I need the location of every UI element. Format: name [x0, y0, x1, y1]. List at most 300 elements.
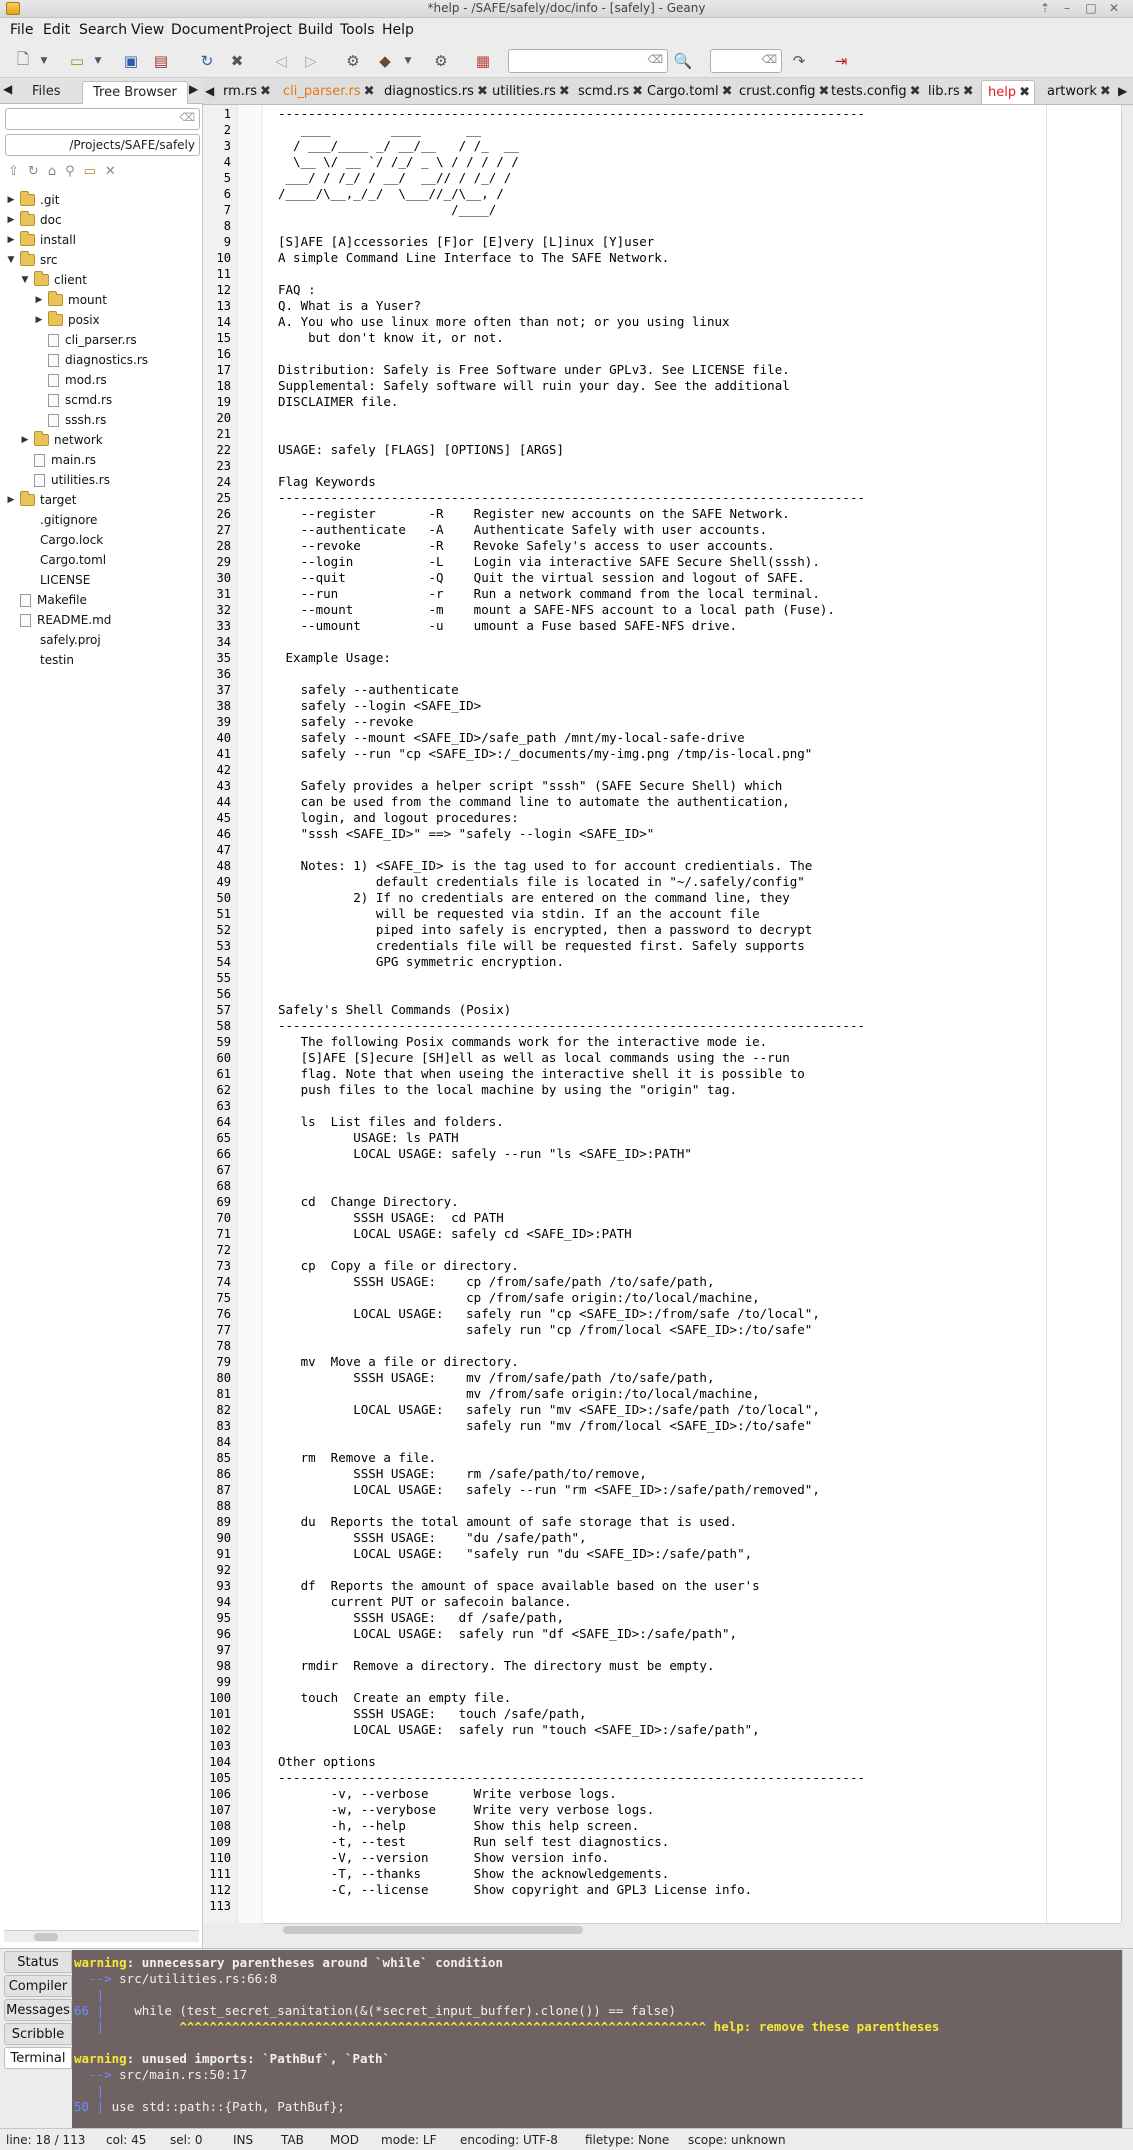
line-number: 35: [216, 651, 231, 665]
close-tab-icon[interactable]: ✖: [909, 84, 921, 99]
editor-tab[interactable]: [825, 80, 925, 105]
line-number: 57: [216, 1003, 231, 1017]
minimize-icon[interactable]: –: [1064, 1, 1070, 15]
tree-item[interactable]: [6, 210, 62, 230]
line-number: 29: [216, 555, 231, 569]
code-line[interactable]: safely run "cp /from/local <SAFE_ID>:/to/safe": [278, 1322, 813, 1337]
menu-tools[interactable]: Tools: [340, 22, 375, 38]
code-line[interactable]: FAQ :: [278, 282, 316, 297]
line-number: 3: [223, 139, 231, 153]
expand-arrow-icon[interactable]: ▶: [21, 435, 29, 445]
line-number: 89: [216, 1515, 231, 1529]
code-line[interactable]: A. You who use linux more often than not; or you using linux: [278, 314, 730, 329]
tree-item-label: src: [40, 253, 58, 267]
save-all-icon[interactable]: ▤: [153, 52, 169, 70]
tree-path-input[interactable]: [5, 134, 200, 156]
code-line[interactable]: [S]AFE [A]ccessories [F]or [E]very [L]inux [Y]user: [278, 234, 655, 249]
close-window-icon[interactable]: ✕: [1108, 1, 1120, 15]
code-area[interactable]: [263, 105, 1121, 1923]
line-number: 42: [216, 763, 231, 777]
code-line[interactable]: --revoke -R Revoke Safely's access to user accounts.: [278, 538, 775, 553]
line-number: 66: [74, 2003, 90, 2018]
tree-item[interactable]: [6, 490, 77, 510]
line-number: 88: [216, 1499, 231, 1513]
quit-icon[interactable]: ⇥: [834, 52, 848, 70]
tree-item[interactable]: [34, 370, 107, 390]
editor-tab-label: cli_parser.rs: [283, 84, 361, 99]
code-line[interactable]: Flag Keywords: [278, 474, 376, 489]
menu-document[interactable]: Document: [171, 22, 244, 38]
code-line[interactable]: -v, --verbose Write verbose logs.: [278, 1786, 617, 1801]
line-number: 81: [216, 1387, 231, 1401]
code-line[interactable]: --authenticate -A Authenticate Safely with user accounts.: [278, 522, 768, 537]
code-line[interactable]: but don't know it, or not.: [278, 330, 504, 345]
code-line[interactable]: SSSH USAGE: df /safe/path,: [278, 1610, 564, 1625]
run-icon[interactable]: ⚙: [434, 52, 448, 70]
close-tab-icon[interactable]: ✖: [1099, 84, 1111, 99]
tree-item[interactable]: [34, 310, 100, 330]
tree-item[interactable]: [40, 570, 90, 590]
line-number: 107: [209, 1803, 231, 1817]
code-line[interactable]: safely --revoke: [278, 714, 414, 729]
tree-item[interactable]: [34, 330, 137, 350]
line-number: 36: [216, 667, 231, 681]
code-line[interactable]: -t, --test Run self test diagnostics.: [278, 1834, 670, 1849]
code-line[interactable]: safely run "mv /from/local <SAFE_ID>:/to/safe": [278, 1418, 813, 1433]
code-line[interactable]: ------------------------------------------------------------------------------: [278, 1018, 865, 1033]
code-line[interactable]: Notes: 1) <SAFE_ID> is the tag used to for account credientials. The: [278, 858, 813, 873]
code-line[interactable]: LOCAL USAGE: safely run "touch <SAFE_ID>:/safe/path",: [278, 1722, 760, 1737]
close-tab-icon[interactable]: ✖: [1019, 85, 1031, 100]
tree-item-label: install: [40, 233, 76, 247]
line-number: 18: [216, 379, 231, 393]
up-icon[interactable]: ⇡: [1039, 1, 1051, 15]
code-line[interactable]: default credentials file is located in "~/.safely/config": [278, 874, 805, 889]
warning-message: : unused imports: `PathBuf`, `Path`: [126, 2051, 391, 2066]
line-number: 50: [216, 891, 231, 905]
editor-vscroll[interactable]: [1121, 105, 1133, 1923]
line-number: 17: [216, 363, 231, 377]
code-line[interactable]: /____/: [278, 202, 497, 217]
save-icon[interactable]: ▣: [123, 52, 139, 70]
menu-build[interactable]: Build: [298, 22, 334, 38]
tab-tree-browser[interactable]: Tree Browser: [82, 81, 188, 104]
code-line[interactable]: LOCAL USAGE: safely --run "rm <SAFE_ID>:/safe/path/removed",: [278, 1482, 820, 1497]
code-line[interactable]: Supplemental: Safely software will ruin your day. See the additional: [278, 378, 790, 393]
open-file-icon[interactable]: ▭: [69, 52, 85, 70]
line-number: 67: [216, 1163, 231, 1177]
sidebar-scroll-left-icon[interactable]: ◀: [3, 82, 13, 96]
line-number: 72: [216, 1243, 231, 1257]
line-number: 68: [216, 1179, 231, 1193]
maximize-icon[interactable]: □: [1085, 1, 1097, 15]
close-tab-icon[interactable]: ✖: [962, 84, 974, 99]
code-line[interactable]: df Reports the amount of space available based on the user's: [278, 1578, 760, 1593]
code-line[interactable]: ------------------------------------------------------------------------------: [278, 106, 865, 121]
menu-file[interactable]: File: [10, 22, 34, 38]
menu-search[interactable]: Search: [79, 22, 128, 38]
code-line[interactable]: can be used from the command line to automate the authentication,: [278, 794, 790, 809]
line-number: 101: [209, 1707, 231, 1721]
code-line[interactable]: USAGE: safely [FLAGS] [OPTIONS] [ARGS]: [278, 442, 564, 457]
code-line[interactable]: login, and logout procedures:: [278, 810, 519, 825]
new-file-icon[interactable]: 🗋: [16, 49, 30, 68]
tree-item-label: .gitignore: [40, 513, 98, 527]
search-icon[interactable]: 🔍: [673, 52, 693, 70]
menu-bar: [0, 18, 1133, 42]
code-line[interactable]: mv /from/safe origin:/to/local/machine,: [278, 1386, 760, 1401]
status-mode: mode: LF: [381, 2133, 437, 2147]
expand-arrow-icon[interactable]: ▶: [7, 495, 15, 505]
message-window: [0, 1948, 1133, 2128]
line-number: 59: [216, 1035, 231, 1049]
expand-arrow-icon[interactable]: ▶: [7, 235, 15, 245]
menu-help[interactable]: Help: [382, 22, 414, 38]
line-number: 8: [223, 219, 231, 233]
code-line[interactable]: -w, --verybose Write very verbose logs.: [278, 1802, 655, 1817]
menu-edit[interactable]: Edit: [43, 22, 71, 38]
forward-icon[interactable]: ▷: [305, 52, 317, 70]
code-line[interactable]: Distribution: Safely is Free Software under GPLv3. See LICENSE file.: [278, 362, 790, 377]
line-number: 90: [216, 1531, 231, 1545]
editor-tab[interactable]: [486, 80, 574, 105]
tree-item[interactable]: [40, 530, 103, 550]
tab-terminal[interactable]: Terminal: [4, 2047, 72, 2069]
line-number: 38: [216, 699, 231, 713]
code-line[interactable]: ------------------------------------------------------------------------------: [278, 1770, 865, 1785]
code-line[interactable]: cp /from/safe origin:/to/local/machine,: [278, 1290, 760, 1305]
clear-filter-icon[interactable]: ⌫: [179, 111, 195, 124]
terminal-output[interactable]: [72, 1950, 1122, 2128]
line-number: 99: [216, 1675, 231, 1689]
close-tab-icon[interactable]: ✖: [260, 84, 271, 99]
tree-item[interactable]: [40, 630, 101, 650]
line-number: 63: [216, 1099, 231, 1113]
code-line[interactable]: /____/\__,_/_/ \___//_/\__, /: [278, 186, 504, 201]
tree-open-folder-icon[interactable]: ▭: [83, 164, 105, 179]
tab-scribble[interactable]: Scribble: [4, 2023, 72, 2045]
file-icon: [48, 374, 59, 387]
tree-item[interactable]: [34, 410, 106, 430]
code-line[interactable]: cp Copy a file or directory.: [278, 1258, 519, 1273]
location-arrow: -->: [74, 1971, 120, 1986]
line-number: 49: [216, 875, 231, 889]
line-number: 1: [223, 107, 231, 121]
line-number: 11: [216, 267, 231, 281]
editor-tab[interactable]: [378, 80, 492, 105]
code-line[interactable]: rmdir Remove a directory. The directory must be empty.: [278, 1658, 715, 1673]
code-line[interactable]: 2) If no credentials are entered on the command line, they: [278, 890, 790, 905]
new-dropdown-icon[interactable]: ▼: [40, 56, 48, 66]
terminal-line: 66 | while (test_secret_sanitation(&(*secret_input_buffer).clone()) == false): [74, 2003, 677, 2018]
tree-item[interactable]: [6, 190, 59, 210]
close-tab-icon[interactable]: ✖: [476, 84, 488, 99]
tree-filter-input[interactable]: [5, 108, 200, 130]
clear-goto-icon[interactable]: ⌫: [761, 53, 777, 66]
code-line[interactable]: LOCAL USAGE: safely --run "ls <SAFE_ID>:PATH": [278, 1146, 692, 1161]
tree-home-icon[interactable]: ⌂: [47, 164, 66, 179]
code-line[interactable]: --login -L Login via interactive SAFE Secure Shell(sssh).: [278, 554, 820, 569]
line-number: 10: [216, 251, 231, 265]
tree-item[interactable]: [6, 590, 87, 610]
code-line[interactable]: du Reports the total amount of safe storage that is used.: [278, 1514, 738, 1529]
tree-item[interactable]: [40, 650, 74, 670]
code-line[interactable]: Example Usage:: [278, 650, 391, 665]
tree-item-label: posix: [68, 313, 100, 327]
expand-arrow-icon[interactable]: ▶: [7, 195, 15, 205]
location-arrow: -->: [74, 2067, 120, 2082]
editor-tab[interactable]: [1041, 80, 1115, 105]
search-input[interactable]: [508, 49, 668, 73]
code-line[interactable]: rm Remove a file.: [278, 1450, 437, 1465]
tree-item[interactable]: [34, 350, 148, 370]
code-line[interactable]: \__ \/ __ `/ /_/ _ \ / / / / /: [278, 154, 519, 169]
editor-hscroll-thumb[interactable]: [283, 1926, 583, 1934]
tab-files[interactable]: Files: [32, 84, 61, 99]
code-line[interactable]: LOCAL USAGE: "safely run "du <SAFE_ID>:/safe/path",: [278, 1546, 753, 1561]
tree-track-icon[interactable]: ⚲: [65, 164, 84, 179]
line-number: 66: [216, 1147, 231, 1161]
file-icon: [20, 614, 31, 627]
line-number: 33: [216, 619, 231, 633]
open-dropdown-icon[interactable]: ▼: [94, 56, 102, 66]
tree-clear-icon[interactable]: ✕: [104, 164, 125, 179]
editor-tab[interactable]: [217, 80, 275, 105]
code-line[interactable]: ls List files and folders.: [278, 1114, 504, 1129]
code-line[interactable]: USAGE: ls PATH: [278, 1130, 459, 1145]
code-line[interactable]: SSSH USAGE: cd PATH: [278, 1210, 504, 1225]
code-line[interactable]: ------------------------------------------------------------------------------: [278, 490, 865, 505]
editor-tab[interactable]: [981, 80, 1035, 105]
editor-hscroll[interactable]: [263, 1923, 1121, 1935]
code-line[interactable]: --register -R Register new accounts on the SAFE Network.: [278, 506, 790, 521]
tab-status[interactable]: Status: [4, 1951, 72, 1973]
code-line[interactable]: will be requested via stdin. If an the account file: [278, 906, 760, 921]
line-number: 91: [216, 1547, 231, 1561]
code-line[interactable]: SSSH USAGE: cp /from/safe/path /to/safe/path,: [278, 1274, 715, 1289]
code-line[interactable]: "sssh <SAFE_ID>" ==> "safely --login <SAFE_ID>": [278, 826, 655, 841]
build-icon[interactable]: ◆: [379, 52, 391, 70]
collapse-arrow-icon[interactable]: ▼: [21, 275, 29, 285]
line-number: 19: [216, 395, 231, 409]
line-number: 28: [216, 539, 231, 553]
status-scope: scope: unknown: [688, 2133, 786, 2147]
status-sel: sel: 0: [170, 2133, 203, 2147]
compile-icon[interactable]: ⚙: [346, 52, 360, 70]
terminal-vscroll[interactable]: [1122, 1950, 1133, 2128]
code-line[interactable]: SSSH USAGE: mv /from/safe/path /to/safe/path,: [278, 1370, 715, 1385]
tree-item-label: safely.proj: [40, 633, 101, 647]
file-icon: [34, 474, 45, 487]
code-line[interactable]: / ___/____ _/ __/__ / /_ __: [278, 138, 519, 153]
goto-line-icon[interactable]: ↷: [792, 52, 806, 70]
expand-arrow-icon[interactable]: ▶: [7, 215, 15, 225]
code-line[interactable]: push files to the local machine by using the "origin" tag.: [278, 1082, 738, 1097]
line-number: 56: [216, 987, 231, 1001]
line-number: 111: [209, 1867, 231, 1881]
terminal-line: [74, 2067, 247, 2083]
line-number: 27: [216, 523, 231, 537]
editor-tab[interactable]: [277, 80, 379, 105]
tree-item-label: sssh.rs: [65, 413, 107, 427]
code-line[interactable]: SSSH USAGE: touch /safe/path,: [278, 1706, 587, 1721]
sidebar-tabs: [0, 78, 203, 104]
code-line[interactable]: safely --login <SAFE_ID>: [278, 698, 482, 713]
code-line[interactable]: -h, --help Show this help screen.: [278, 1818, 640, 1833]
line-number: 39: [216, 715, 231, 729]
code-line[interactable]: safely --authenticate: [278, 682, 459, 697]
code-line[interactable]: current PUT or safecoin balance.: [278, 1594, 572, 1609]
code-line[interactable]: safely --run "cp <SAFE_ID>:/_documents/my-img.png /tmp/is-local.png": [278, 746, 813, 761]
line-number: 82: [216, 1403, 231, 1417]
code-line[interactable]: Other options: [278, 1754, 376, 1769]
code-line[interactable]: A simple Command Line Interface to The SAFE Network.: [278, 250, 670, 265]
back-icon[interactable]: ◁: [275, 52, 287, 70]
code-line[interactable]: --mount -m mount a SAFE-NFS account to a local path (Fuse).: [278, 602, 835, 617]
code-line[interactable]: --umount -u umount a Fuse based SAFE-NFS drive.: [278, 618, 738, 633]
code-line[interactable]: -V, --version Show version info.: [278, 1850, 610, 1865]
build-dropdown-icon[interactable]: ▼: [404, 56, 412, 66]
editor-tab[interactable]: [572, 80, 647, 105]
tree-item[interactable]: [40, 550, 106, 570]
tree-item-label: README.md: [37, 613, 112, 627]
tree-item[interactable]: [20, 470, 110, 490]
line-number: 6: [223, 187, 231, 201]
expand-arrow-icon[interactable]: ▶: [35, 295, 43, 305]
tree-item[interactable]: [34, 290, 107, 310]
close-tab-icon[interactable]: ✖: [721, 84, 733, 99]
sidebar-scroll-right-icon[interactable]: ▶: [189, 82, 199, 96]
tree-item[interactable]: [34, 390, 112, 410]
status-encoding: encoding: UTF-8: [460, 2133, 558, 2147]
close-tab-icon[interactable]: ✖: [558, 84, 570, 99]
sidebar-hscroll-thumb[interactable]: [34, 1933, 58, 1941]
code-line[interactable]: piped into safely is encrypted, then a password to decrypt: [278, 922, 813, 937]
line-number: 83: [216, 1419, 231, 1433]
editor-tab-label: lib.rs: [928, 84, 960, 99]
code-line[interactable]: safely --mount <SAFE_ID>/safe_path /mnt/my-local-safe-drive: [278, 730, 745, 745]
file-icon: [20, 594, 31, 607]
code-line[interactable]: -C, --license Show copyright and GPL3 License info.: [278, 1882, 753, 1897]
folder-icon: [34, 274, 49, 286]
tree-refresh-icon[interactable]: ↻: [27, 164, 48, 179]
menu-view[interactable]: View: [131, 22, 165, 38]
tabs-scroll-left-icon[interactable]: ◀: [205, 84, 215, 98]
line-number: 40: [216, 731, 231, 745]
title-bar: [0, 0, 1133, 18]
expand-arrow-icon[interactable]: ▶: [35, 315, 43, 325]
editor-tab-bar: [203, 78, 1133, 105]
tree-item[interactable]: [20, 270, 87, 290]
code-line[interactable]: cd Change Directory.: [278, 1194, 459, 1209]
line-number: 16: [216, 347, 231, 361]
code-line[interactable]: SSSH USAGE: "du /safe/path",: [278, 1530, 587, 1545]
tree-item[interactable]: [6, 610, 111, 630]
code-line[interactable]: --run -r Run a network command from the local terminal.: [278, 586, 820, 601]
code-line[interactable]: mv Move a file or directory.: [278, 1354, 519, 1369]
tree-up-icon[interactable]: ⇧: [8, 164, 28, 179]
code-line[interactable]: credentials file will be requested first. Safely supports: [278, 938, 805, 953]
tree-item[interactable]: [6, 230, 76, 250]
tab-messages[interactable]: Messages: [4, 1999, 72, 2021]
code-line[interactable]: ____ ____ __: [278, 122, 482, 137]
tree-item-label: LICENSE: [40, 573, 91, 587]
editor-tab-label: scmd.rs: [578, 84, 630, 99]
close-tab-icon[interactable]: ✖: [818, 84, 830, 99]
code-line[interactable]: Safely's Shell Commands (Posix): [278, 1002, 512, 1017]
tab-compiler[interactable]: Compiler: [4, 1975, 72, 1997]
line-number-gutter: [203, 105, 263, 1923]
line-number: 53: [216, 939, 231, 953]
file-icon: [48, 354, 59, 367]
code-line[interactable]: [S]AFE [S]ecure [SH]ell as well as local commands using the --run: [278, 1050, 790, 1065]
line-number: 32: [216, 603, 231, 617]
code-line[interactable]: LOCAL USAGE: safely run "cp <SAFE_ID>:/from/safe /to/local",: [278, 1306, 820, 1321]
line-number: 75: [216, 1291, 231, 1305]
code-line[interactable]: LOCAL USAGE: safely run "df <SAFE_ID>:/safe/path",: [278, 1626, 738, 1641]
close-tab-icon[interactable]: ✖: [632, 84, 643, 99]
tabs-scroll-right-icon[interactable]: ▶: [1118, 84, 1128, 98]
line-number: 55: [216, 971, 231, 985]
code-line[interactable]: Safely provides a helper script "sssh" (SAFE Secure Shell) which: [278, 778, 783, 793]
tree-item[interactable]: [6, 250, 58, 270]
line-number: 20: [216, 411, 231, 425]
code-line[interactable]: The following Posix commands work for the interactive mode ie.: [278, 1034, 768, 1049]
line-number: 93: [216, 1579, 231, 1593]
code-line[interactable]: -T, --thanks Show the acknowledgements.: [278, 1866, 670, 1881]
editor-tab[interactable]: [641, 80, 737, 105]
sidebar-hscroll[interactable]: [4, 1930, 199, 1942]
editor-tab-label: crust.config: [739, 84, 816, 99]
code-line[interactable]: touch Create an empty file.: [278, 1690, 512, 1705]
code-line[interactable]: --quit -Q Quit the virtual session and logout of SAFE.: [278, 570, 805, 585]
editor-tab[interactable]: [733, 80, 833, 105]
close-file-icon[interactable]: ✖: [230, 52, 244, 70]
code-line[interactable]: LOCAL USAGE: safely run "mv <SAFE_ID>:/safe/path /to/local",: [278, 1402, 820, 1417]
code-line[interactable]: flag. Note that when useing the interactive shell it is possible to: [278, 1066, 805, 1081]
line-number: 23: [216, 459, 231, 473]
goto-line-input[interactable]: [710, 49, 782, 73]
terminal-line: |: [74, 1987, 105, 2002]
tree-item[interactable]: [20, 430, 103, 450]
folder-icon: [34, 434, 49, 446]
tree-item-label: scmd.rs: [65, 393, 113, 407]
collapse-arrow-icon[interactable]: ▼: [7, 255, 15, 265]
editor-tab-label: rm.rs: [223, 84, 258, 99]
close-tab-icon[interactable]: ✖: [363, 84, 375, 99]
color-chooser-icon[interactable]: ▦: [475, 52, 491, 70]
line-number: 47: [216, 843, 231, 857]
editor-tab[interactable]: [922, 80, 978, 105]
clear-search-icon[interactable]: ⌫: [647, 53, 663, 66]
menu-project[interactable]: Project: [244, 22, 292, 38]
tree-item[interactable]: [40, 510, 97, 530]
terminal-line: [74, 2051, 390, 2067]
code-line[interactable]: DISCLAIMER file.: [278, 394, 399, 409]
code-line[interactable]: ___/ / /_/ / __/ __// / /_/ /: [278, 170, 512, 185]
code-line[interactable]: LOCAL USAGE: safely cd <SAFE_ID>:PATH: [278, 1226, 632, 1241]
folder-icon: [20, 214, 35, 226]
line-number: 69: [216, 1195, 231, 1209]
reload-icon[interactable]: ↻: [200, 52, 214, 70]
editor-pane[interactable]: [203, 105, 1121, 1923]
folder-icon: [20, 254, 35, 266]
tree-item[interactable]: [20, 450, 96, 470]
code-line[interactable]: Q. What is a Yuser?: [278, 298, 421, 313]
code-line[interactable]: GPG symmetric encryption.: [278, 954, 564, 969]
line-number: 58: [216, 1019, 231, 1033]
code-line[interactable]: SSSH USAGE: rm /safe/path/to/remove,: [278, 1466, 647, 1481]
